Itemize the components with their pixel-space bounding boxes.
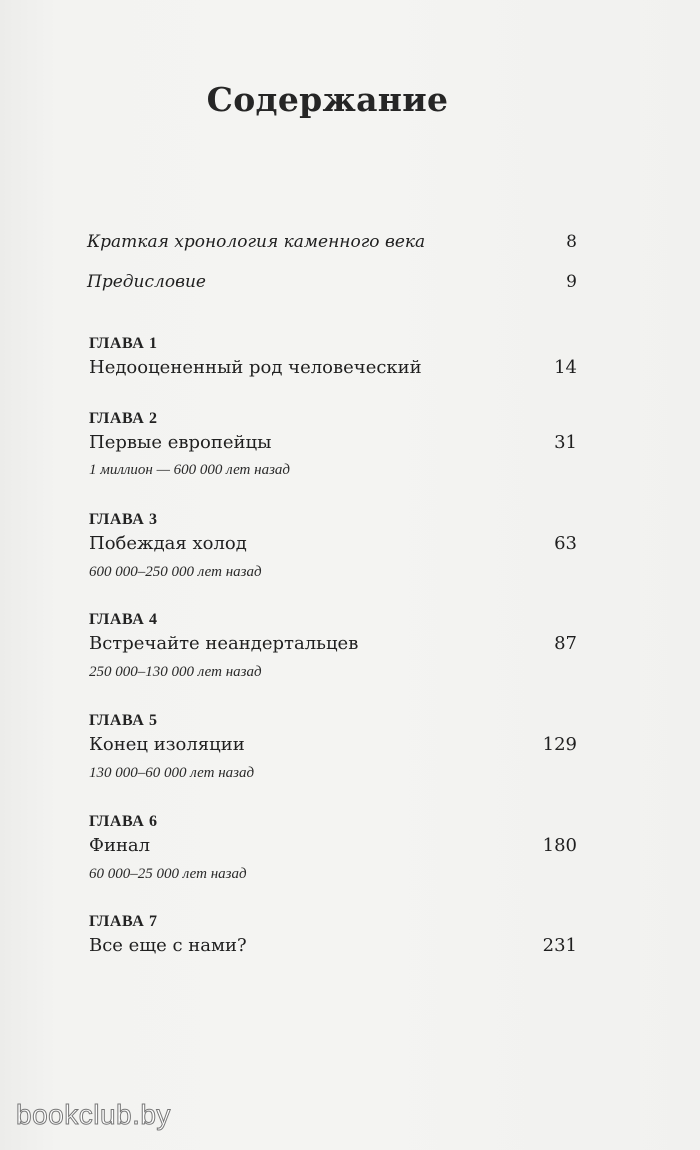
chapter-label: ГЛАВА 4	[89, 611, 158, 628]
chapter-title: Все еще с нами?	[89, 935, 247, 956]
chapter-title: Побеждая холод	[89, 533, 247, 554]
chapter-title: Конец изоляции	[89, 734, 245, 755]
chapter-page: 87	[554, 633, 577, 654]
toc-entry-chapter-2[interactable]	[89, 432, 577, 458]
toc-entry-chapter-1[interactable]	[89, 357, 577, 383]
toc-entry-page: 8	[566, 232, 577, 252]
chapter-page: 129	[542, 734, 577, 755]
chapter-page: 31	[554, 432, 577, 453]
toc-entry-chapter-3[interactable]	[89, 533, 577, 559]
toc-entry-text: Предисловие	[87, 272, 206, 292]
chapter-label: ГЛАВА 1	[89, 335, 158, 352]
toc-entry-page: 9	[566, 272, 577, 292]
toc-entry-chapter-6[interactable]	[89, 835, 577, 861]
toc-entry-chapter-5[interactable]	[89, 734, 577, 760]
chapter-title: Недооцененный род человеческий	[89, 357, 422, 378]
chapter-period: 130 000–60 000 лет назад	[89, 765, 255, 781]
chapter-title: Первые европейцы	[89, 432, 272, 453]
toc-entry-chapter-4[interactable]	[89, 633, 577, 659]
toc-entry-chronology[interactable]	[87, 232, 577, 260]
watermark-text: bookclub.by	[16, 1099, 171, 1130]
chapter-period: 600 000–250 000 лет назад	[89, 564, 262, 580]
chapter-period: 250 000–130 000 лет назад	[89, 664, 262, 680]
toc-entry-preface[interactable]	[87, 272, 577, 300]
chapter-page: 231	[542, 935, 577, 956]
chapter-page: 14	[554, 357, 577, 378]
chapter-title: Встречайте неандертальцев	[89, 633, 359, 654]
chapter-label: ГЛАВА 5	[89, 712, 158, 729]
chapter-page: 63	[554, 533, 577, 554]
chapter-label: ГЛАВА 3	[89, 511, 158, 528]
chapter-label: ГЛАВА 2	[89, 410, 158, 427]
chapter-page: 180	[542, 835, 577, 856]
chapter-period: 60 000–25 000 лет назад	[89, 866, 247, 882]
chapter-period: 1 миллион — 600 000 лет назад	[89, 462, 291, 478]
chapter-title: Финал	[89, 835, 151, 856]
chapter-label: ГЛАВА 7	[89, 913, 158, 930]
page-title: Содержание	[206, 80, 449, 119]
toc-entry-chapter-7[interactable]	[89, 935, 577, 961]
toc-entry-text: Краткая хронология каменного века	[87, 232, 426, 252]
chapter-label: ГЛАВА 6	[89, 813, 158, 830]
